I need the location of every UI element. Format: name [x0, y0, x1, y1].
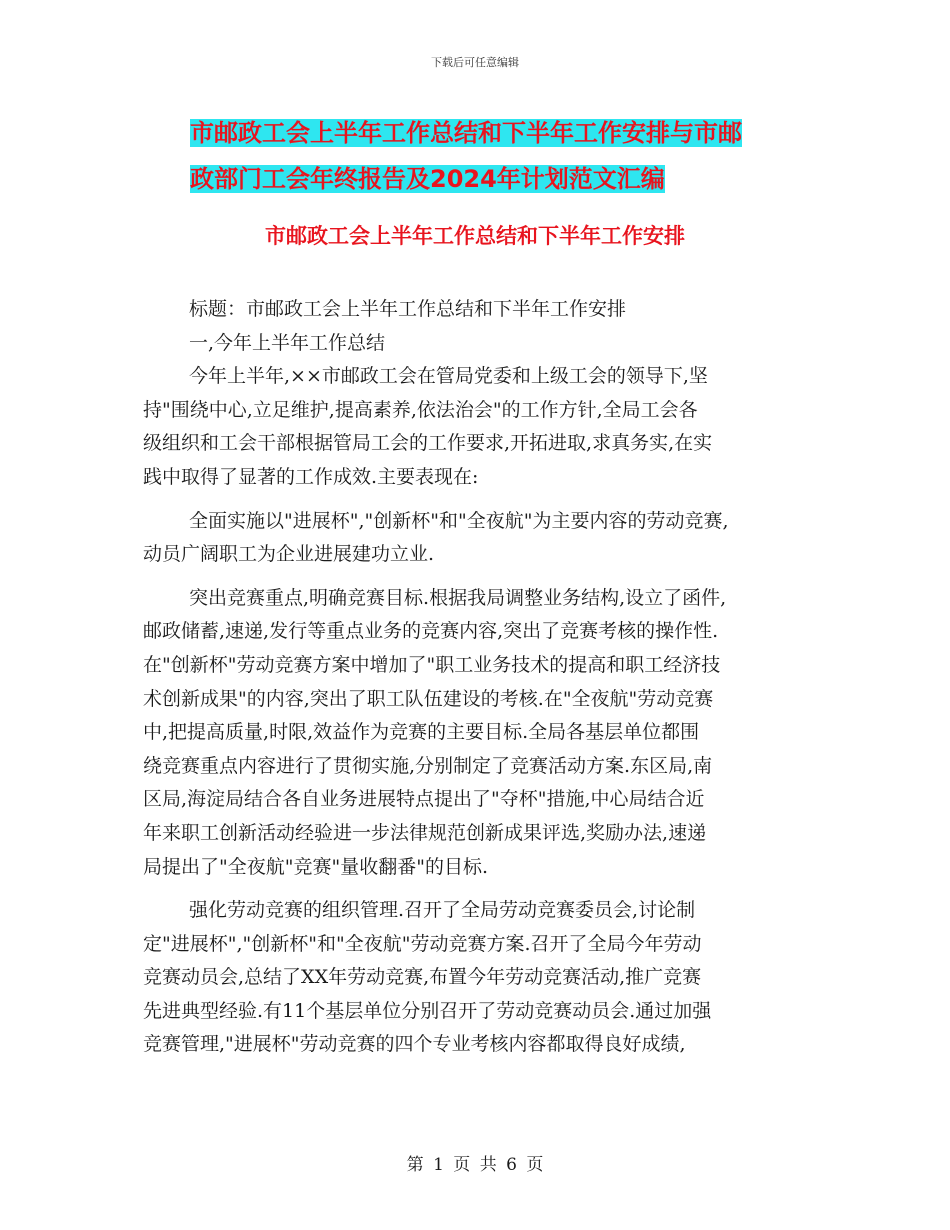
text-line: 级组织和工会干部根据管局工会的工作要求,开拓进取,求真务实,在实: [143, 432, 713, 455]
text-line: 全面实施以"进展杯","创新杯"和"全夜航"为主要内容的劳动竞赛,: [189, 509, 729, 532]
text-line: 在"创新杯"劳动竞赛方案中增加了"职工业务技术的提高和职工经济技: [143, 653, 721, 676]
text-line: 邮政储蓄,速递,发行等重点业务的竞赛内容,突出了竞赛考核的操作性.: [143, 620, 719, 643]
text-line: 强化劳动竞赛的组织管理.召开了全局劳动竞赛委员会,讨论制: [189, 899, 696, 922]
text-line: 动员广阔职工为企业进展建功立业.: [143, 543, 435, 566]
text-line: 区局,海淀局结合各自业务进展特点提出了"夺杯"措施,中心局结合近: [143, 788, 705, 811]
text-line: 标题：市邮政工会上半年工作总结和下半年工作安排: [189, 298, 627, 320]
text-line: 局提出了"全夜航"竞赛"量收翻番"的目标.: [143, 855, 488, 878]
text-line: 绕竞赛重点内容进行了贯彻实施,分别制定了竞赛活动方案.东区局,南: [143, 754, 713, 777]
text-line: 中,把提高质量,时限,效益作为竞赛的主要目标.全局各基层单位都围: [143, 721, 700, 744]
page-footer: 第 1 页 共 6 页: [406, 1155, 544, 1175]
text-line: 一,今年上半年工作总结: [189, 331, 386, 354]
header-note: 下载后可任意编辑: [431, 56, 519, 69]
text-line: 竞赛动员会,总结了XX年劳动竞赛,布置今年劳动竞赛活动,推广竞赛: [143, 966, 702, 989]
text-line: 术创新成果"的内容,突出了职工队伍建设的考核.在"全夜航"劳动竞赛: [143, 687, 714, 710]
text-line: 定"进展杯","创新杯"和"全夜航"劳动竞赛方案.召开了全局今年劳动: [143, 932, 702, 955]
text-line: 今年上半年,××市邮政工会在管局党委和上级工会的领导下,坚: [189, 365, 708, 388]
text-line: 突出竞赛重点,明确竞赛目标.根据我局调整业务结构,设立了函件,: [189, 586, 727, 609]
text-line: 竞赛管理,"进展杯"劳动竞赛的四个专业考核内容都取得良好成绩,: [143, 1033, 686, 1056]
text-line: 践中取得了显著的工作成效.主要表现在:: [143, 465, 479, 488]
text-line: 年来职工创新活动经验进一步法律规范创新成果评选,奖励办法,速递: [143, 821, 707, 844]
main-title-line-1: 市邮政工会上半年工作总结和下半年工作安排与市邮: [190, 119, 742, 147]
text-line: 持"围绕中心,立足维护,提高素养,依法治会"的工作方针,全局工会各: [143, 398, 698, 421]
main-title-line-2: 政部门工会年终报告及2024年计划范文汇编: [190, 165, 665, 193]
section-title: 市邮政工会上半年工作总结和下半年工作安排: [265, 224, 685, 248]
text-line: 先进典型经验.有11个基层单位分别召开了劳动竞赛动员会.通过加强: [143, 999, 712, 1022]
body-text: [143, 293, 823, 1062]
document-main-title: [190, 110, 830, 202]
